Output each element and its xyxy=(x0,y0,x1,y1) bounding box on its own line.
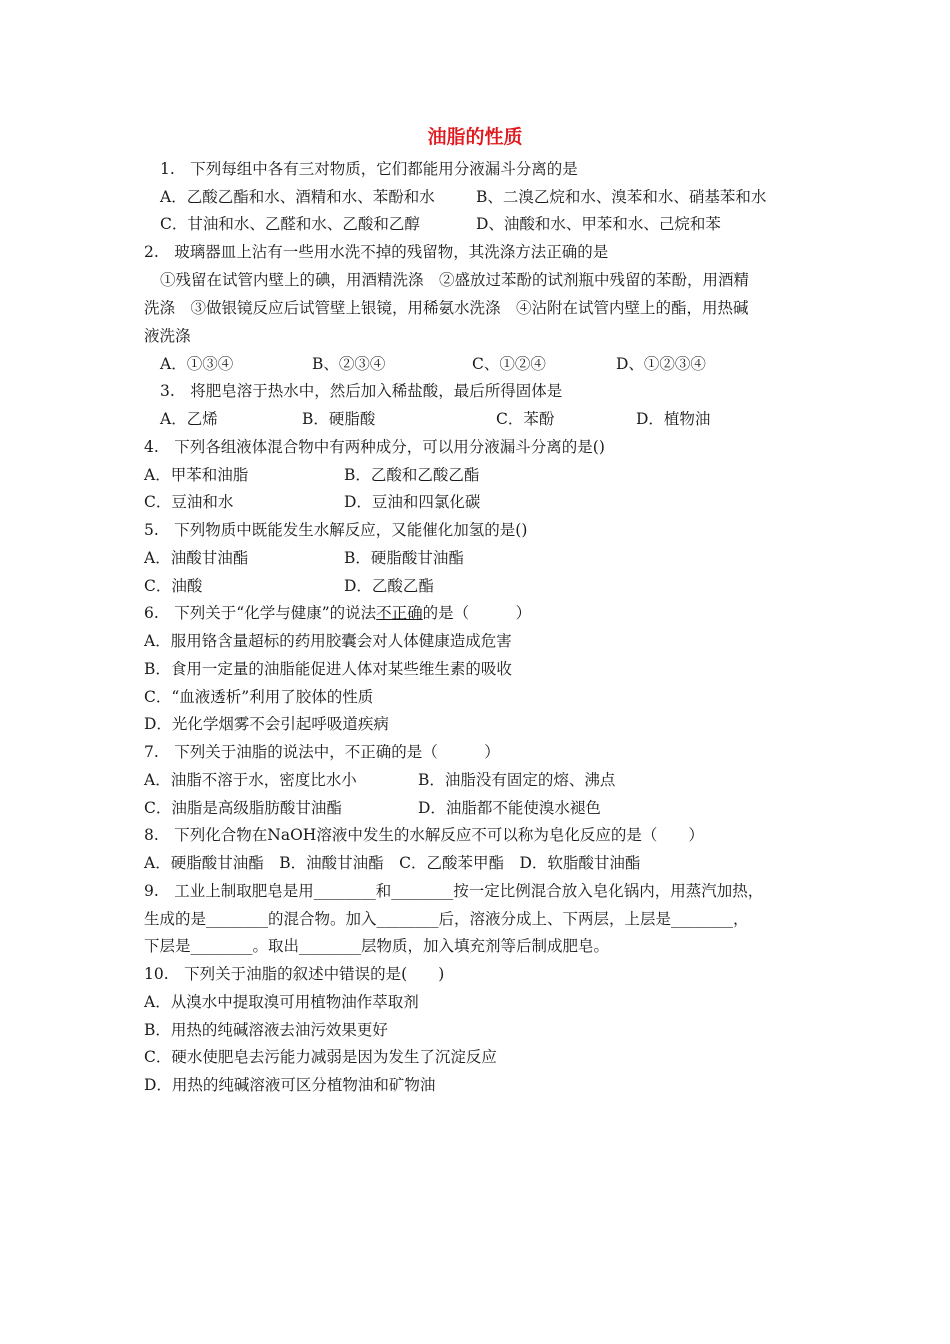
question-5-option-c: C．油酸 xyxy=(144,577,203,595)
question-4-option-d: D．豆油和四氯化碳 xyxy=(344,493,481,511)
question-10-stem: 10. 下列关于油脂的叙述中错误的是( ) xyxy=(144,965,445,983)
question-10-option-c: C．硬水使肥皂去污能力减弱是因为发生了沉淀反应 xyxy=(144,1048,497,1066)
question-2-option-d: D、①②③④ xyxy=(616,355,706,373)
question-5-option-b: B．硬脂酸甘油酯 xyxy=(344,549,464,567)
question-5-option-a: A．油酸甘油酯 xyxy=(144,549,249,567)
question-6-stem-pre: 6. 下列关于“化学与健康”的说法 xyxy=(144,604,377,622)
question-2-line-1: ①残留在试管内壁上的碘，用酒精洗涤 ②盛放过苯酚的试剂瓶中残留的苯酚，用酒精 xyxy=(160,271,750,289)
question-3-stem: 3. 将肥皂溶于热水中，然后加入稀盐酸，最后所得固体是 xyxy=(160,382,563,400)
question-4-option-a: A．甲苯和油脂 xyxy=(144,466,249,484)
question-3-option-d: D．植物油 xyxy=(636,410,711,428)
question-1-option-d: D、油酸和水、甲苯和水、己烷和苯 xyxy=(476,215,721,233)
question-9-line-2: 生成的是________的混合物。加入________后，溶液分成上、下两层，上层是________， xyxy=(144,910,749,928)
question-7-option-d: D．油脂都不能使溴水褪色 xyxy=(418,799,601,817)
question-7-option-a: A．油脂不溶于水，密度比水小 xyxy=(144,771,357,789)
question-4-option-b: B．乙酸和乙酸乙酯 xyxy=(344,466,480,484)
question-5-stem: 5. 下列物质中既能发生水解反应，又能催化加氢的是() xyxy=(144,521,528,539)
question-6-stem xyxy=(144,602,531,624)
question-1-option-c: C．甘油和水、乙醛和水、乙酸和乙醇 xyxy=(160,215,420,233)
question-1-option-a: A．乙酸乙酯和水、酒精和水、苯酚和水 xyxy=(160,188,435,206)
question-3-option-a: A．乙烯 xyxy=(160,410,218,428)
question-5-option-d: D．乙酸乙酯 xyxy=(344,577,434,595)
question-1-stem: 1. 下列每组中各有三对物质，它们都能用分液漏斗分离的是 xyxy=(160,160,578,178)
question-2-line-2: 洗涤 ③做银镜反应后试管壁上银镜，用稀氨水洗涤 ④沾附在试管内壁上的酯，用热碱 xyxy=(144,299,749,317)
question-10-option-a: A．从溴水中提取溴可用植物油作萃取剂 xyxy=(144,993,419,1011)
question-2-option-b: B、②③④ xyxy=(312,355,386,373)
question-8-stem: 8. 下列化合物在NaOH溶液中发生的水解反应不可以称为皂化反应的是（ ） xyxy=(144,826,704,844)
question-6-option-a: A．服用铬含量超标的药用胶囊会对人体健康造成危害 xyxy=(144,632,512,650)
question-3-option-b: B．硬脂酸 xyxy=(302,410,376,428)
question-9-line-3: 下层是________。取出________层物质，加入填充剂等后制成肥皂。 xyxy=(144,937,610,955)
question-4-option-c: C．豆油和水 xyxy=(144,493,234,511)
question-6-option-c: C．“血液透析”利用了胶体的性质 xyxy=(144,688,374,706)
question-6-option-d: D．光化学烟雾不会引起呼吸道疾病 xyxy=(144,715,389,733)
question-8-options: A．硬脂酸甘油酯 B．油酸甘油酯 C．乙酸苯甲酯 D．软脂酸甘油酯 xyxy=(144,854,641,872)
question-7-stem: 7. 下列关于油脂的说法中，不正确的是（ ） xyxy=(144,743,500,761)
question-1-option-b: B、二溴乙烷和水、溴苯和水、硝基苯和水 xyxy=(476,188,767,206)
question-2-option-a: A．①③④ xyxy=(160,355,234,373)
question-2-line-3: 液洗涤 xyxy=(144,327,191,345)
question-6-stem-post: 的是（ ） xyxy=(422,604,532,622)
question-7-option-b: B．油脂没有固定的熔、沸点 xyxy=(418,771,616,789)
question-6-option-b: B．食用一定量的油脂能促进人体对某些维生素的吸收 xyxy=(144,660,512,678)
question-7-option-c: C．油脂是高级脂肪酸甘油酯 xyxy=(144,799,342,817)
question-2-option-c: C、①②④ xyxy=(472,355,546,373)
page-title: 油脂的性质 xyxy=(427,126,523,148)
question-2-stem: 2. 玻璃器皿上沾有一些用水洗不掉的残留物，其洗涤方法正确的是 xyxy=(144,243,609,261)
question-4-stem: 4. 下列各组液体混合物中有两种成分，可以用分液漏斗分离的是() xyxy=(144,438,605,456)
question-3-option-c: C．苯酚 xyxy=(496,410,555,428)
question-9-line-1: 9. 工业上制取肥皂是用________和________按一定比例混合放入皂化锅内，用蒸汽加热， xyxy=(144,882,764,900)
question-10-option-b: B．用热的纯碱溶液去油污效果更好 xyxy=(144,1021,388,1039)
question-10-option-d: D．用热的纯碱溶液可区分植物油和矿物油 xyxy=(144,1076,436,1094)
question-6-stem-underlined: 不正确 xyxy=(376,604,423,622)
